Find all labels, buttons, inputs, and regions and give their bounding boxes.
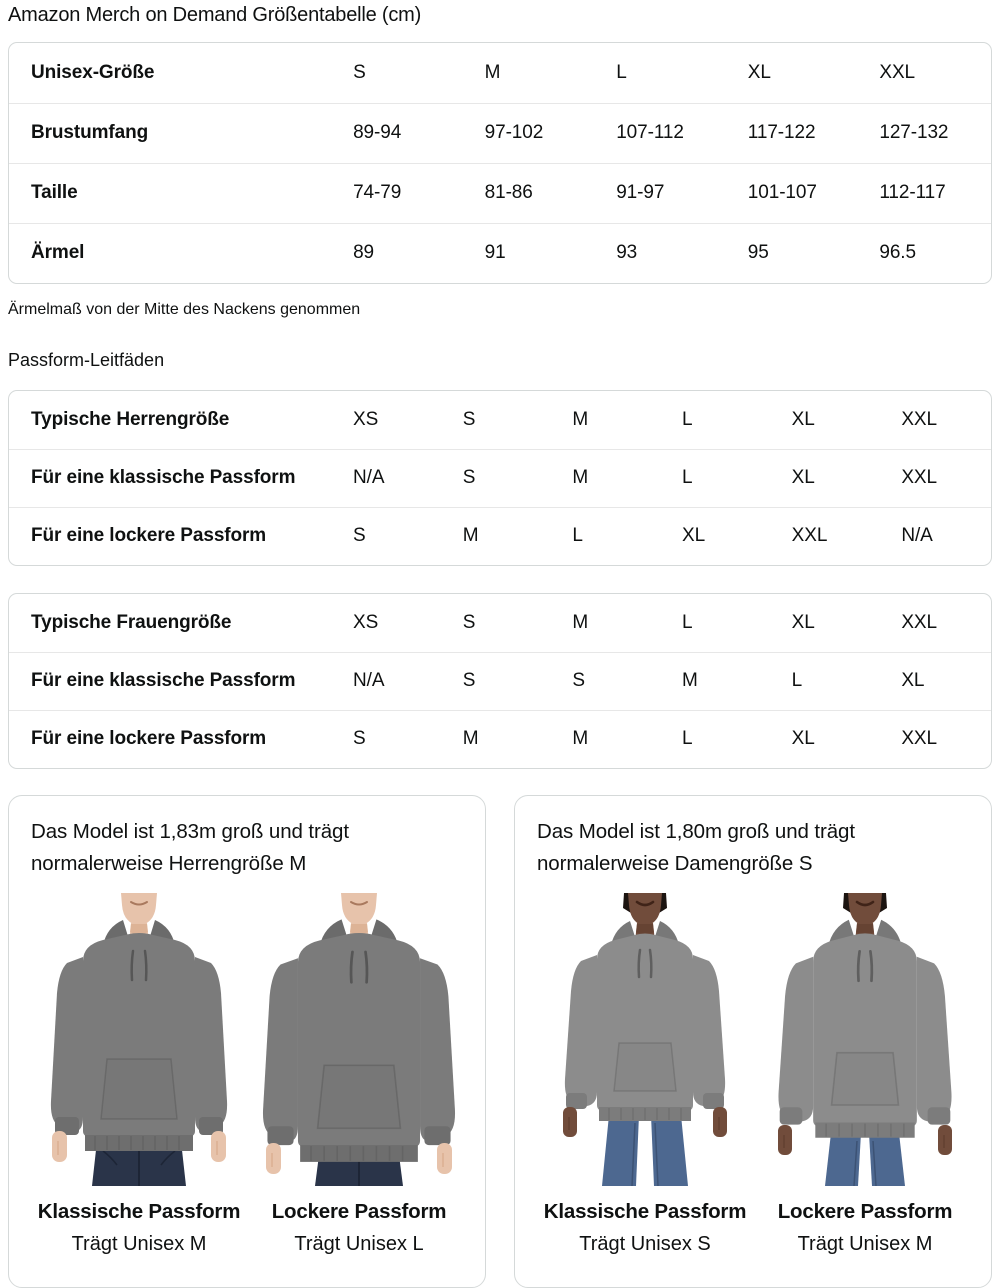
size-value-cell: N/A xyxy=(333,449,443,507)
size-header-cell: XS xyxy=(353,611,379,633)
left-cuff xyxy=(566,1093,587,1109)
size-value-cell: S xyxy=(552,652,662,710)
table-row xyxy=(9,507,991,565)
fit-label: Klassische Passform xyxy=(37,1199,241,1223)
table-row xyxy=(9,223,991,283)
measurement-cell: 101-107 xyxy=(728,163,860,223)
model-cards-row xyxy=(8,795,992,1288)
table-row-label: Für eine klassische Passform xyxy=(9,449,333,507)
size-header-cell: XXL xyxy=(879,61,915,83)
table-row xyxy=(9,710,991,768)
kangaroo-pocket xyxy=(832,1053,899,1105)
kangaroo-pocket xyxy=(101,1059,177,1119)
table-row-label: Für eine klassische Passform xyxy=(9,652,333,710)
left-cuff xyxy=(267,1126,293,1145)
right-cuff xyxy=(703,1093,724,1109)
size-header-cell: XS xyxy=(353,408,379,430)
hoodie xyxy=(565,921,725,1121)
size-header-cell: L xyxy=(616,61,627,83)
size-value-cell: M xyxy=(443,710,553,768)
measurement-cell: 74-79 xyxy=(333,163,465,223)
size-header-cell: S xyxy=(462,611,476,633)
model-figure-loose-fit xyxy=(251,893,467,1256)
fit-label: Lockere Passform xyxy=(271,1199,447,1223)
size-value-cell: S xyxy=(443,449,553,507)
model-figure-loose-fit xyxy=(757,893,973,1256)
size-header-cell: S xyxy=(353,61,366,83)
right-sleeve xyxy=(693,955,725,1106)
size-value-cell: M xyxy=(443,507,553,565)
size-value-cell: L xyxy=(662,710,772,768)
size-value-cell: S xyxy=(333,507,443,565)
fit-guide-mens-table xyxy=(8,390,992,566)
left-sleeve xyxy=(263,958,298,1141)
size-header-cell: XL xyxy=(791,408,815,430)
measurement-cell: 89 xyxy=(333,223,465,283)
size-value-cell: XL xyxy=(881,652,991,710)
table-row-label: Ärmel xyxy=(9,223,333,283)
measurement-cell: 96.5 xyxy=(859,223,991,283)
jeans xyxy=(602,1115,688,1186)
size-header-cell: XXL xyxy=(901,611,937,633)
table-row-label: Für eine lockere Passform xyxy=(9,507,333,565)
size-label: Trägt Unisex M xyxy=(797,1232,933,1255)
model-figure-classic-fit xyxy=(537,893,753,1256)
measurement-cell: 117-122 xyxy=(728,103,860,163)
measurement-cell: 97-102 xyxy=(465,103,597,163)
right-sleeve xyxy=(917,957,952,1122)
kangaroo-pocket xyxy=(614,1043,676,1091)
measurement-cell: 89-94 xyxy=(333,103,465,163)
hem-band xyxy=(85,1135,193,1151)
measurement-cell: 127-132 xyxy=(859,103,991,163)
unisex-size-table xyxy=(8,42,992,284)
measurement-cell: 81-86 xyxy=(465,163,597,223)
size-header-cell: XL xyxy=(791,611,815,633)
measurement-cell: 93 xyxy=(596,223,728,283)
model-photo-male-loose-fit xyxy=(253,893,465,1186)
size-value-cell: S xyxy=(333,710,443,768)
fit-guides-heading: Passform-Leitfäden xyxy=(8,350,165,370)
table-header-row xyxy=(9,391,991,449)
size-header-cell: S xyxy=(462,408,476,430)
measurement-cell: 91-97 xyxy=(596,163,728,223)
page-title: Amazon Merch on Demand Größentabelle (cm) xyxy=(8,4,422,26)
model-description: Das Model ist 1,83m groß und trägt normalerweise Herrengröße M xyxy=(31,820,349,875)
size-value-cell: M xyxy=(662,652,772,710)
right-cuff xyxy=(928,1107,951,1124)
table-row-label: Für eine lockere Passform xyxy=(9,710,333,768)
size-header-cell: L xyxy=(682,611,693,633)
model-photo-male-classic-fit xyxy=(33,893,245,1186)
size-value-cell: M xyxy=(552,710,662,768)
size-header-cell: L xyxy=(682,408,693,430)
size-value-cell: M xyxy=(552,449,662,507)
hoodie xyxy=(778,920,951,1138)
size-header-cell: XXL xyxy=(901,408,937,430)
left-sleeve xyxy=(778,957,813,1122)
table-row-label: Typische Herrengröße xyxy=(31,408,230,430)
model-photo-female-loose-fit xyxy=(759,893,971,1186)
fit-guide-womens-table xyxy=(8,593,992,769)
size-header-cell: M xyxy=(572,408,589,430)
right-cuff xyxy=(424,1126,450,1145)
size-value-cell: XL xyxy=(662,507,772,565)
table-row-label: Brustumfang xyxy=(9,103,333,163)
model-figures xyxy=(537,893,973,1256)
measurement-cell: 91 xyxy=(465,223,597,283)
size-value-cell: XXL xyxy=(881,449,991,507)
table-row xyxy=(9,449,991,507)
model-figures xyxy=(31,893,467,1256)
hem-band xyxy=(300,1145,418,1162)
model-figure-classic-fit xyxy=(31,893,247,1256)
size-header-cell: M xyxy=(572,611,589,633)
measurement-cell: 95 xyxy=(728,223,860,283)
size-label: Trägt Unisex M xyxy=(71,1232,207,1255)
table-row-label: Unisex-Größe xyxy=(31,61,155,83)
right-sleeve xyxy=(195,957,227,1131)
left-sleeve xyxy=(565,955,597,1106)
measurement-cell: 107-112 xyxy=(596,103,728,163)
size-value-cell: XL xyxy=(772,710,882,768)
size-label: Trägt Unisex L xyxy=(294,1232,424,1255)
measurement-cell: 112-117 xyxy=(859,163,991,223)
hoodie xyxy=(51,920,227,1151)
size-value-cell: XXL xyxy=(772,507,882,565)
model-description: Das Model ist 1,80m groß und trägt normalerweise Damengröße S xyxy=(537,820,855,875)
jeans xyxy=(825,1133,905,1186)
size-value-cell: L xyxy=(552,507,662,565)
size-header-cell: M xyxy=(484,61,501,83)
size-value-cell: N/A xyxy=(333,652,443,710)
table-header-row xyxy=(9,594,991,652)
size-value-cell: L xyxy=(662,449,772,507)
size-value-cell: S xyxy=(443,652,553,710)
table-row xyxy=(9,163,991,223)
table-row-label: Typische Frauengröße xyxy=(31,611,232,633)
fit-label: Klassische Passform xyxy=(543,1199,747,1223)
hoodie xyxy=(263,919,455,1162)
size-value-cell: L xyxy=(772,652,882,710)
model-card-mens xyxy=(8,795,486,1288)
size-value-cell: XXL xyxy=(881,710,991,768)
kangaroo-pocket xyxy=(318,1065,401,1128)
table-row xyxy=(9,652,991,710)
size-value-cell: N/A xyxy=(881,507,991,565)
fit-label: Lockere Passform xyxy=(777,1199,953,1223)
table-row xyxy=(9,103,991,163)
table-row-label: Taille xyxy=(9,163,333,223)
size-value-cell: XL xyxy=(772,449,882,507)
model-card-womens xyxy=(514,795,992,1288)
left-cuff xyxy=(780,1107,803,1124)
size-header-cell: XL xyxy=(747,61,771,83)
table-header-row xyxy=(9,43,991,103)
right-sleeve xyxy=(420,958,455,1141)
model-photo-female-classic-fit xyxy=(539,893,751,1186)
left-sleeve xyxy=(51,957,83,1131)
size-label: Trägt Unisex S xyxy=(579,1232,711,1255)
sleeve-measure-note: Ärmelmaß von der Mitte des Nackens genommen xyxy=(8,301,361,318)
